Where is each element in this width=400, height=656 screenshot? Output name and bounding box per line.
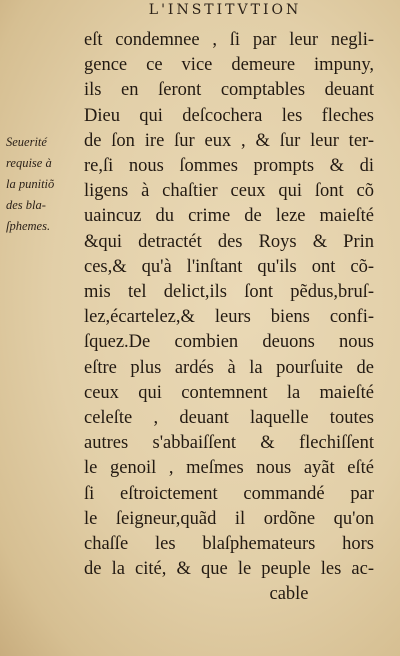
marginal-note-line: requise à <box>6 156 52 170</box>
marginal-note-line: des bla- <box>6 198 46 212</box>
text-line: eſtre plus ardés à la pourſuite de <box>84 357 374 378</box>
text-line: mis tel delict,ils ſont pẽdus,bruſ- <box>84 282 374 303</box>
text-line: ceux qui contemnent la maieſté <box>84 382 374 403</box>
text-line: lez,écartelez,& leurs biens confi- <box>84 307 374 328</box>
text-line: eſt condemnee , ſi par leur negli- <box>84 30 374 50</box>
text-line: uaincuz du crime de leze maieſté <box>84 206 374 227</box>
marginal-note-line: la punitiõ <box>6 177 55 191</box>
text-line: ſi eſtroictement commandé par <box>84 483 374 504</box>
marginal-note <box>6 132 80 237</box>
text-line: Dieu qui deſcochera les fleches <box>84 105 374 126</box>
catchword: cable <box>269 584 309 605</box>
text-line: celeſte , deuant laquelle toutes <box>84 408 374 429</box>
text-line: de la cité, & que le peuple les ac- <box>84 559 374 580</box>
text-line: le ſeigneur,quãd il ordõne qu'on <box>84 508 374 529</box>
marginal-note-line: ſphemes. <box>6 219 51 233</box>
text-line: le genoil , meſmes nous ayãt eſté <box>84 458 374 479</box>
text-line: ces,& qu'à l'inſtant qu'ils ont cõ- <box>84 256 374 277</box>
text-line: ligens à chaſtier ceux qui ſont cõ <box>84 181 374 202</box>
body-text <box>84 28 374 608</box>
text-line: ſquez.De combien deuons nous <box>84 332 374 353</box>
text-line: gence ce vice demeure impuny, <box>84 55 374 76</box>
marginal-note-line: Seuerité <box>6 135 47 149</box>
text-line: de ſon ire ſur eux , & ſur leur ter- <box>84 130 374 151</box>
text-line: chaſſe les blaſphemateurs hors <box>84 534 374 555</box>
text-line: re,ſi nous ſommes prompts & di <box>84 156 374 177</box>
text-line: ils en ſeront comptables deuant <box>84 80 374 101</box>
text-line: autres s'abbaiſſent & flechiſſent <box>84 433 374 454</box>
text-line: &qui detractét des Roys & Prin <box>84 231 374 252</box>
running-head: L'INSTITVTION <box>148 2 302 18</box>
